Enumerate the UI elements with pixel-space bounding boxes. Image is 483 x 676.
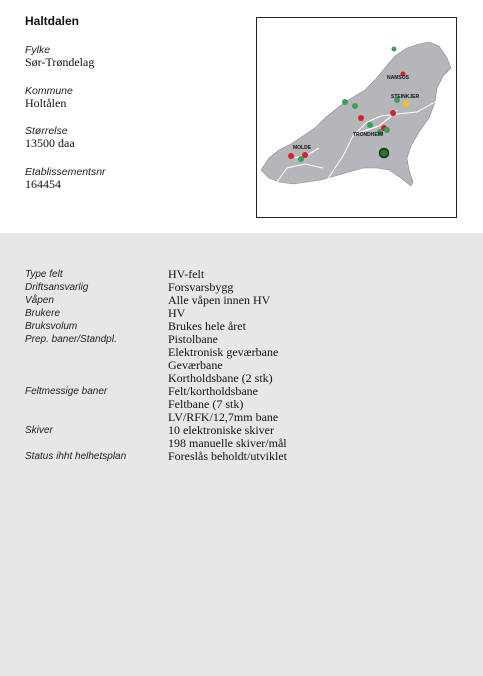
detail-row — [25, 424, 465, 450]
detail-value: Pistolbane — [168, 332, 218, 346]
detail-value: Geværbane — [168, 358, 223, 372]
marker-green — [367, 122, 373, 128]
marker-yellow — [403, 101, 409, 107]
map-label-namsos: NAMSOS — [387, 75, 409, 81]
field-kommune — [25, 85, 73, 110]
detail-key: Status ihht helhetsplan — [25, 451, 127, 462]
field-storrelse — [25, 125, 75, 150]
detail-value: LV/RFK/12,7mm bane — [168, 410, 279, 424]
marker-green — [342, 99, 348, 105]
map-label-steinkjer: STEINKJER — [391, 94, 420, 100]
field-etablissementsnr — [25, 166, 106, 191]
detail-key: Brukere — [25, 308, 61, 319]
marker-green — [352, 103, 358, 109]
map-landmass — [261, 42, 451, 186]
marker-haltdalen — [380, 149, 389, 158]
trondelag-map-svg — [257, 18, 456, 217]
header-section — [0, 0, 483, 233]
detail-row — [25, 320, 465, 333]
detail-row — [25, 333, 465, 385]
map-label-trondheim: TRONDHEIM — [353, 132, 384, 138]
detail-value: 10 elektroniske skiver — [168, 423, 274, 437]
detail-key: Type felt — [25, 269, 63, 280]
field-value: Sør-Trøndelag — [25, 55, 95, 69]
detail-row — [25, 268, 465, 281]
detail-row — [25, 385, 465, 424]
marker-red — [358, 115, 364, 121]
detail-value: HV-felt — [168, 267, 205, 281]
field-value: Holtålen — [25, 96, 67, 110]
detail-row — [25, 450, 465, 463]
detail-values — [168, 333, 278, 385]
detail-value: Feltbane (7 stk) — [168, 397, 244, 411]
marker-green — [384, 127, 390, 133]
field-value: 164454 — [25, 177, 61, 191]
marker-green — [298, 156, 304, 162]
marker-green — [392, 47, 397, 52]
detail-values — [168, 424, 287, 450]
detail-key: Bruksvolum — [25, 321, 78, 332]
details-table — [25, 268, 465, 463]
detail-value: Foreslås beholdt/utviklet — [168, 449, 287, 463]
page-title: Haltdalen — [25, 14, 80, 28]
detail-value: Forsvarsbygg — [168, 280, 234, 294]
detail-value: Alle våpen innen HV — [168, 293, 271, 307]
detail-row — [25, 294, 465, 307]
detail-value: Brukes hele året — [168, 319, 246, 333]
detail-value: Felt/kortholdsbane — [168, 384, 258, 398]
detail-key: Feltmessige baner — [25, 386, 108, 397]
detail-key: Våpen — [25, 295, 54, 306]
detail-key: Skiver — [25, 425, 53, 436]
field-label: Fylke — [25, 44, 51, 56]
detail-value: Elektronisk geværbane — [168, 345, 279, 359]
field-label: Kommune — [25, 85, 73, 97]
detail-value: Kortholdsbane (2 stk) — [168, 371, 273, 385]
detail-key: Driftsansvarlig — [25, 282, 89, 293]
marker-red — [288, 153, 294, 159]
region-map — [256, 17, 457, 218]
marker-red — [390, 110, 396, 116]
detail-key: Prep. baner/Standpl. — [25, 334, 117, 345]
map-label-molde: MOLDE — [293, 145, 312, 151]
detail-value: 198 manuelle skiver/mål — [168, 436, 287, 450]
field-value: 13500 daa — [25, 136, 75, 150]
detail-values — [168, 385, 278, 424]
field-label: Etablissementsnr — [25, 166, 106, 178]
detail-value: HV — [168, 306, 186, 320]
field-label: Størrelse — [25, 125, 68, 137]
field-fylke — [25, 44, 94, 69]
detail-values — [168, 450, 287, 463]
